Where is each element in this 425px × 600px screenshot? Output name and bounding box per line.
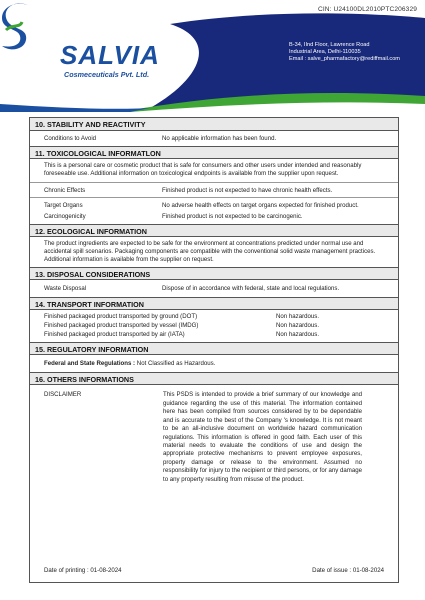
section-title-ecological: 12. ECOLOGICAL INFORMATION bbox=[30, 224, 398, 237]
table-row bbox=[30, 183, 398, 195]
row-label: Carcinogenicity bbox=[44, 212, 86, 220]
section-title-others: 16. OTHERS INFORMATIONS bbox=[30, 372, 398, 385]
disclaimer-block bbox=[30, 385, 398, 483]
row-value: Non hazardous. bbox=[276, 322, 320, 330]
letterhead bbox=[0, 0, 425, 112]
row-value: No applicable information has been found. bbox=[162, 135, 277, 142]
date-of-issue: Date of issue : 01-08-2024 bbox=[312, 567, 384, 574]
section-title-regulatory: 15. REGULATORY INFORMATION bbox=[30, 342, 398, 355]
section-title-toxicological: 11. TOXICOLOGICAL INFORMATLON bbox=[30, 146, 398, 159]
row-value: Finished product is not expected to be carcinogenic. bbox=[162, 212, 303, 220]
row-label: Waste Disposal bbox=[44, 285, 87, 293]
row-value: Non hazardous. bbox=[276, 313, 320, 321]
disclaimer-text: This PSDS is intended to provide a brief summary of our knowledge and guidance regarding the use of this material. The information contained here has been compiled from sources considered by to be dependable and is accurate to the best of the Company 's knowledge. It is not meant to be an all-inclusive document on worldwide hazard communication regulations. This information is offered in good faith. Each user of this material needs to evaluate the conditions of use and design the appropriate protective mechanisms to prevent employee exposures, property damage or release to the environment. Assumed no responsibility for injury to the recipient or third persons, or for any damage to any property resulting from misuse of the product. bbox=[163, 391, 362, 483]
row-value: Dispose of in accordance with federal, state and local regulations. bbox=[162, 285, 340, 293]
row-label: Chronic Effects bbox=[44, 186, 86, 194]
date-of-printing: Date of printing : 01-08-2024 bbox=[44, 567, 122, 574]
table-row bbox=[30, 210, 398, 224]
row-label: Finished packaged product transported by vessel (IMDG) bbox=[44, 322, 199, 330]
table-row bbox=[30, 312, 398, 321]
table-row bbox=[30, 321, 398, 330]
row-label: Finished packaged product transported by ground (DOT) bbox=[44, 313, 198, 321]
ecological-paragraph: The product ingredients are expected to be safe for the environment at concentrations predicted under normal use and accidental spill scenarios. Packaging components are compatible with the conventional solid waste management practices. Additional information is available from the supplier on request. bbox=[44, 239, 376, 264]
salvia-logo-icon bbox=[0, 0, 34, 52]
regulatory-value: Not Classified as Hazardous. bbox=[135, 360, 216, 368]
row-label: Conditions to Avoid bbox=[44, 135, 97, 142]
table-row bbox=[30, 131, 398, 146]
row-label: Target Organs bbox=[44, 201, 83, 209]
row-value: No adverse health effects on target organs expected for finished product. bbox=[162, 201, 359, 209]
row-label: Finished packaged product transported by air (IATA) bbox=[44, 331, 185, 339]
safety-data-sheet bbox=[29, 117, 399, 583]
table-row bbox=[30, 280, 398, 297]
sheet-footer bbox=[44, 567, 384, 574]
section-title-transport: 14. TRANSPORT INFORMATION bbox=[30, 297, 398, 310]
brand-name: SALVIA bbox=[60, 40, 160, 70]
address-line: Industrial Area, Delhi-110035 bbox=[289, 49, 361, 55]
row-value: Finished product is not expected to have chronic health effects. bbox=[162, 186, 333, 194]
cin-number: CIN: U24100DL2010PTC206329 bbox=[317, 6, 417, 13]
section-title-stability: 10. STABILITY AND REACTIVITY bbox=[30, 118, 398, 131]
toxicology-paragraph: This is a personal care or cosmetic product that is safe for consumers and other users under intended and reasonably foreseeable use. Additional information on toxicological endpoints is available from the supplier upon request. bbox=[44, 162, 362, 178]
regulatory-label: Federal and State Regulations : bbox=[44, 360, 136, 368]
disclaimer-label: DISCLAIMER bbox=[44, 391, 82, 399]
address-line: B-34, IInd Floor, Lawrence Road bbox=[289, 42, 370, 48]
table-row bbox=[30, 330, 398, 339]
brand-subtitle: Cosmeceuticals Pvt. Ltd. bbox=[64, 70, 150, 79]
company-address bbox=[289, 42, 400, 63]
table-row bbox=[30, 198, 398, 210]
row-value: Non hazardous. bbox=[276, 331, 320, 339]
section-title-disposal: 13. DISPOSAL CONSIDERATIONS bbox=[30, 267, 398, 280]
email-line: Email : salve_pharmafactory@rediffmail.com bbox=[289, 56, 400, 62]
transport-list bbox=[30, 310, 398, 342]
regulatory-row bbox=[30, 355, 398, 372]
